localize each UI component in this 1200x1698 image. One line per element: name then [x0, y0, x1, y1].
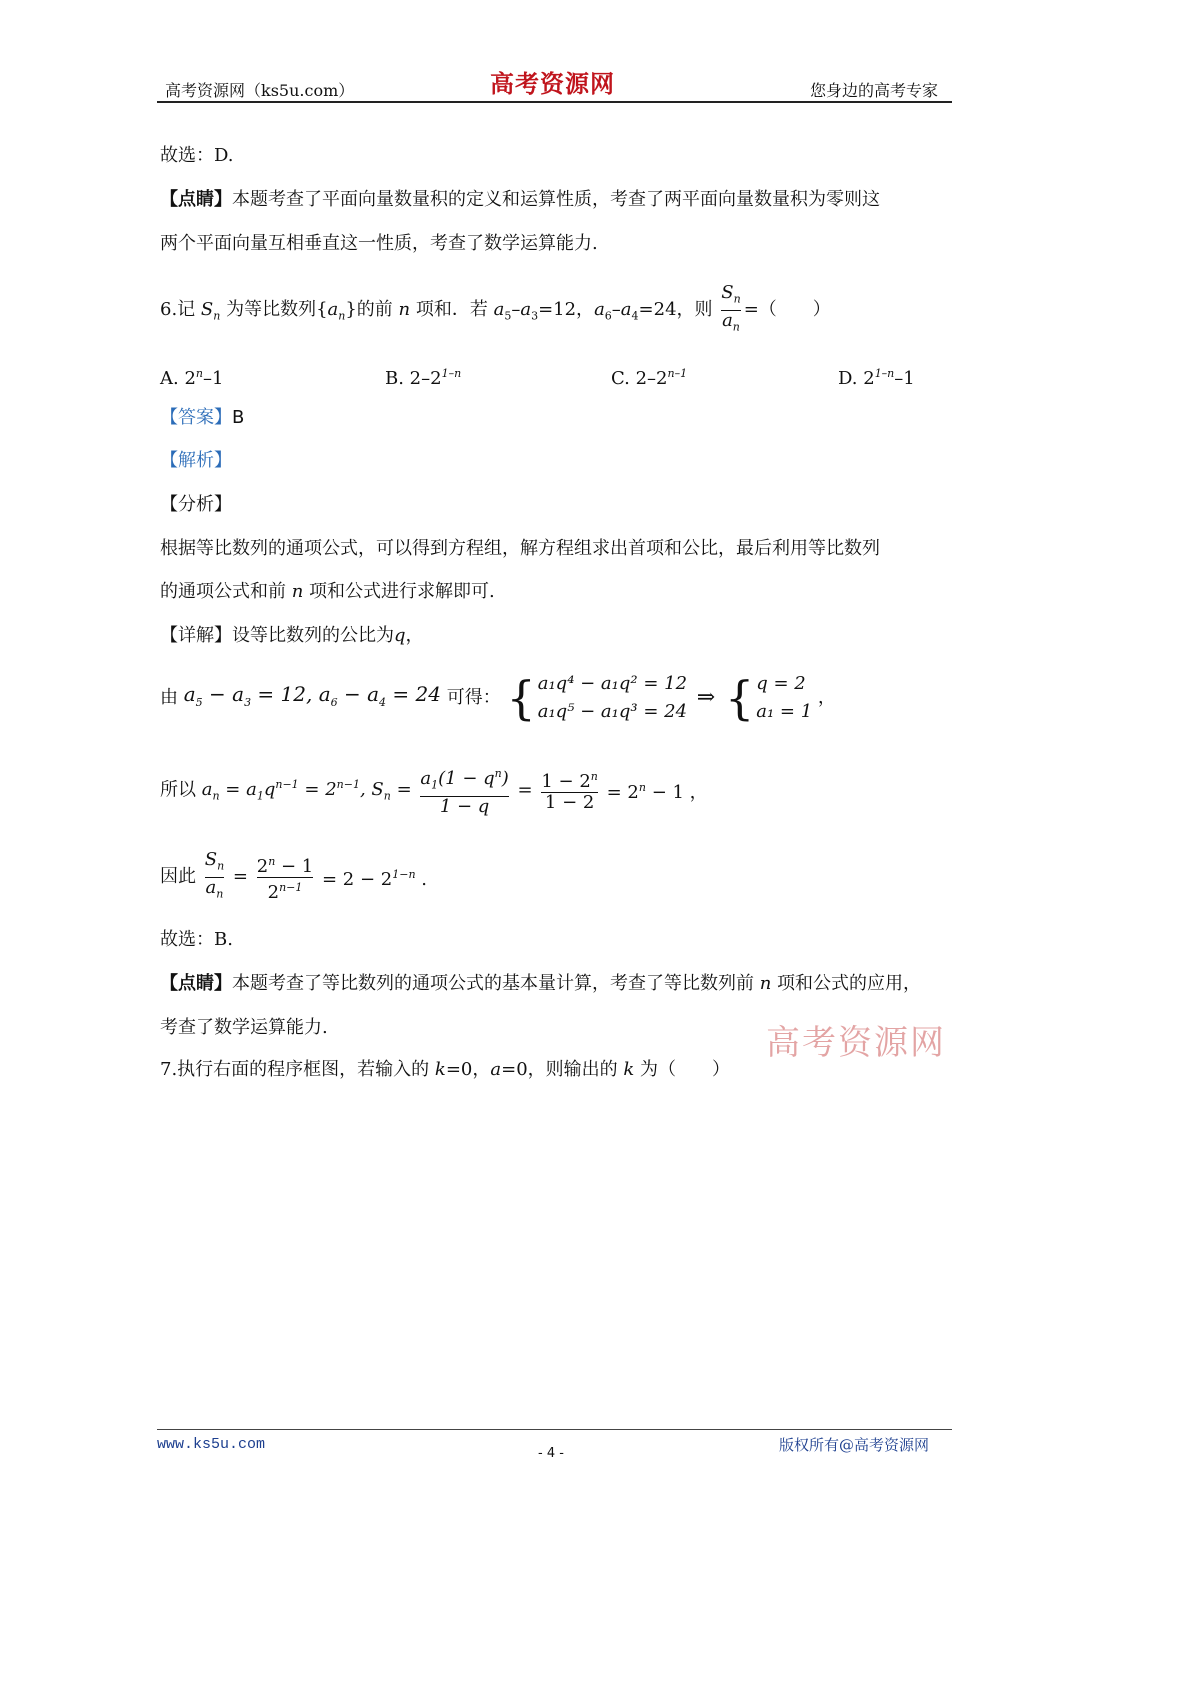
q6-fenxi-line2: 的通项公式和前 n 项和公式进行求解即可.	[160, 581, 495, 602]
q6-step1-prefix: 由	[160, 687, 178, 708]
q6-stem-d: 项和．若	[410, 299, 494, 321]
q6-option-a-tail: –1	[203, 368, 224, 389]
q6-option-d-text: D. 2	[838, 368, 875, 389]
q6-eq1: a₁q⁴ − a₁q² = 12	[537, 673, 688, 694]
q6-fenxi-line2a: 的通项公式和前	[160, 581, 286, 602]
q6-step1-mid: 可得：	[446, 687, 501, 708]
q6-detail-tag: 【详解】	[160, 625, 232, 646]
q6-stem-e: –	[511, 299, 521, 321]
q6-stem-i: =（ ）	[743, 299, 831, 321]
q6-step3: 因此 $\frac{S_n}{a_n}$ = $\frac{2^n - 1}{2^{n-1}}$ = $2 - 2^{1-n}$ .	[160, 849, 427, 903]
q6-eq2: a₁q⁵ − a₁q³ = 24	[537, 701, 688, 722]
prev-comment-text1: 本题考查了平面向量数量积的定义和运算性质，考查了两平面向量数量积为零则这	[232, 189, 880, 210]
q6-answer-tag: 【答案】	[160, 407, 232, 428]
header-right-text: 您身边的高考专家	[810, 81, 939, 100]
q6-stem-c: }的前	[345, 299, 399, 321]
q6-option-b-sup: 1–n	[441, 367, 462, 380]
q6-option-b	[385, 364, 461, 389]
q6-solution-system	[756, 670, 812, 726]
q6-res2: a₁ = 1	[756, 701, 813, 722]
q6-option-c-text: C. 2–2	[611, 368, 668, 389]
q6-comment-line2: 考查了数学运算能力.	[160, 1017, 328, 1038]
q6-option-d-sup: 1–n	[874, 367, 895, 380]
q6-option-b-text: B. 2–2	[385, 368, 442, 389]
q6-analysis-tag: 【解析】	[160, 450, 232, 471]
watermark: 高考资源网	[766, 1023, 946, 1063]
q6-option-a-text: A. 2	[160, 368, 196, 389]
header-rule	[157, 101, 952, 103]
page-number: - 4 -	[538, 1446, 564, 1461]
q6-fenxi-line1: 根据等比数列的通项公式，可以得到方程组，解方程组求出首项和公比，最后利用等比数列	[160, 538, 880, 559]
q6-detail-line: 【详解】设等比数列的公比为q，	[160, 625, 424, 646]
q6-comment-tag: 【点睛】	[160, 973, 232, 994]
q6-stem-a: 6.记	[160, 299, 201, 321]
q6-res1: q = 2	[756, 673, 806, 694]
header-logo: 高考资源网	[490, 69, 615, 98]
q6-stem-h: =24，则	[638, 299, 713, 321]
header-left-text: 高考资源网（ks5u.com）	[165, 81, 355, 100]
q6-option-a-sup: n	[195, 367, 203, 380]
q6-detail-b: ，	[405, 625, 424, 646]
q6-option-c-sup: n–1	[667, 367, 688, 380]
prev-answer-line: 故选：D.	[160, 145, 234, 166]
q6-option-a	[160, 364, 223, 389]
q6-equation-system	[538, 670, 687, 726]
q6-stem-g: –	[611, 299, 621, 321]
q6-step3-prefix: 因此	[160, 866, 196, 888]
q7-stem-d: 为（ ）	[634, 1059, 731, 1080]
q6-final-answer: 故选：B.	[160, 929, 233, 950]
q6-fenxi-tag: 【分析】	[160, 494, 232, 515]
q6-step2: 所以 $a_n = a_1q^{n-1} = 2^{n-1}$, $S_n$ = $\frac{a_1(1 - q^n)}{1 - q}$ = $\frac{1 - 2^n}{1 - 2}$ = $2^n - 1$ ，	[160, 767, 708, 817]
q6-comment-line1a: 本题考查了等比数列的通项公式的基本量计算，考查了等比数列前	[232, 973, 754, 994]
q6-option-d-tail: –1	[894, 368, 915, 389]
q6-fenxi-line2b: 项和公式进行求解即可.	[309, 581, 495, 602]
q6-step2-prefix: 所以	[160, 779, 196, 801]
q6-option-d	[838, 364, 915, 389]
q7-stem-a: 7.执行右面的程序框图，若输入的	[160, 1059, 435, 1080]
q6-stem-f: =12，	[538, 299, 595, 321]
q6-comment-line1b: 项和公式的应用，	[777, 973, 922, 994]
q6-stem: 6.记 $S_n$ 为等比数列$\{a_n\}$的前 n 项和．若 $a_5-a_3=12$，$a_6-a_4=24$，则 $\frac{S_n}{a_n}$ =（ ）	[160, 283, 831, 337]
footer-rule	[157, 1429, 952, 1430]
prev-comment-tag: 【点睛】	[160, 189, 232, 210]
q6-detail-a: 设等比数列的公比为	[232, 625, 394, 646]
footer-right-text: 版权所有@高考资源网	[779, 1436, 930, 1454]
q6-comment-line1: 【点睛】本题考查了等比数列的通项公式的基本量计算，考查了等比数列前 n 项和公式的应用，	[160, 973, 922, 994]
q7-stem-c: =0，则输出的	[501, 1059, 624, 1080]
q6-fraction: $\frac{S_n}{a_n}$	[721, 283, 740, 337]
q7-stem-b: =0，	[445, 1059, 491, 1080]
prev-comment-line1	[160, 190, 880, 210]
q6-step1: 由 $a_5 - a_3 = 12$, $a_6 - a_4 = 24$ 可得： { a₁q⁴ − a₁q² = 12 a₁q⁵ − a₁q³ = 24 ⇒ { q = 2 a₁ = 1 ，	[160, 671, 836, 725]
q6-option-c	[611, 364, 687, 389]
prev-comment-line2: 两个平面向量互相垂直这一性质，考查了数学运算能力.	[160, 233, 598, 254]
q6-stem-b: 为等比数列{	[220, 299, 328, 321]
q6-answer-value: B	[232, 407, 245, 428]
q6-answer-line	[160, 408, 244, 428]
q7-stem: 7.执行右面的程序框图，若输入的 k=0，a=0，则输出的 k 为（ ）	[160, 1059, 731, 1080]
footer-left-link[interactable]: www.ks5u.com	[157, 1436, 266, 1453]
